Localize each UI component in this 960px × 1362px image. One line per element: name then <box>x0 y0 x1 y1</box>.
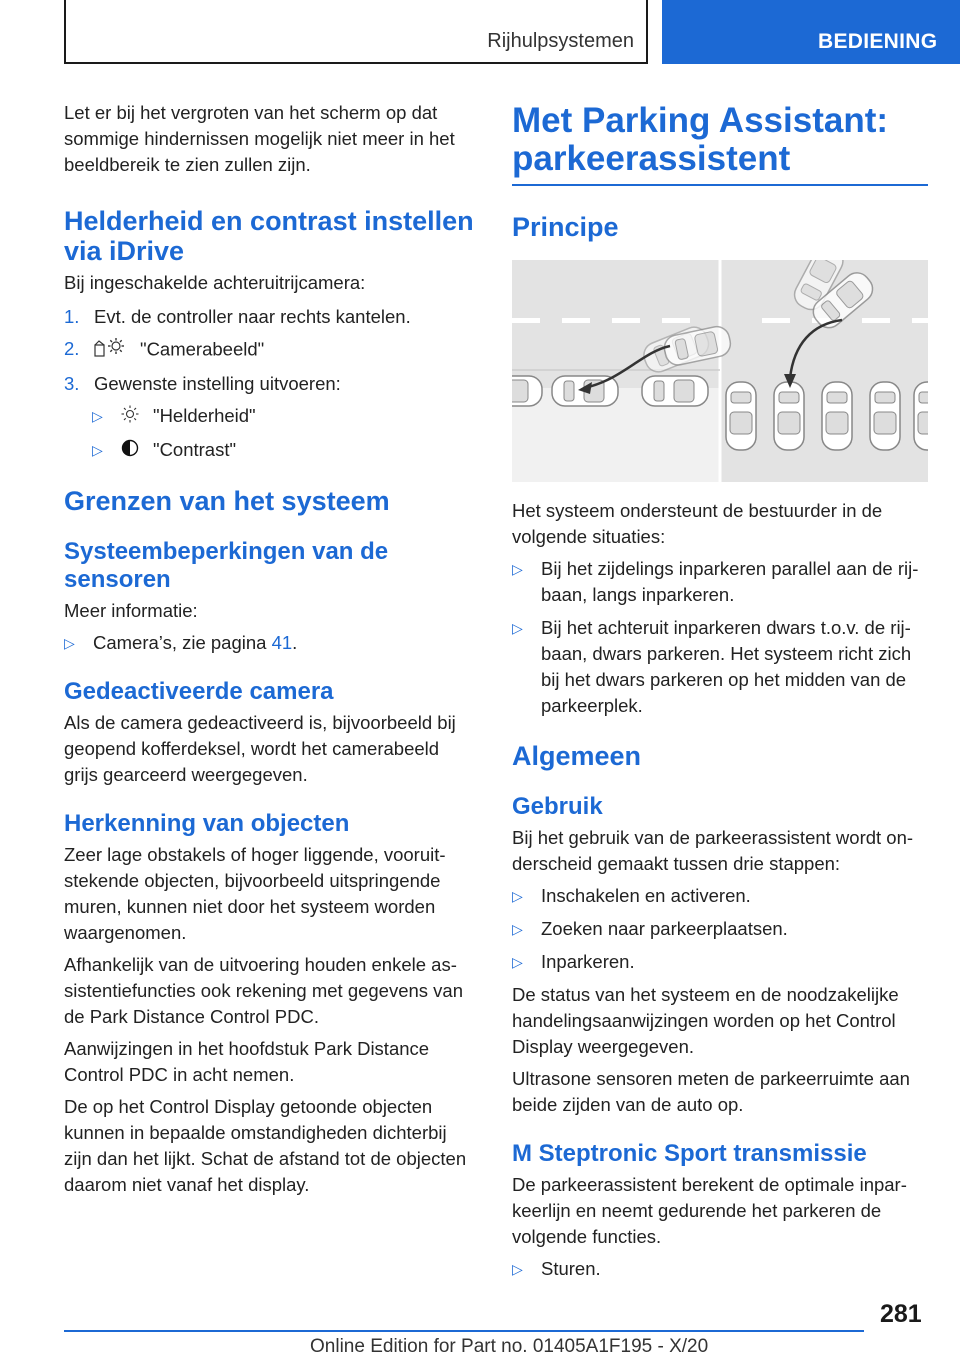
objects-paragraph-2: Afhankelijk van de uitvoering houden enkele assistentiefuncties ook rekening met gegevens van de Park Distance Control PDC. <box>64 954 464 1028</box>
use-steps-list <box>512 883 928 975</box>
heading-parking-assistant: Met Parking Assistant: parkeerassistent <box>512 102 928 186</box>
substep-item <box>92 403 478 430</box>
step-text: "Camerabeeld" <box>140 338 265 360</box>
heading-system-limits: Grenzen van het systeem <box>64 486 390 517</box>
list-item <box>512 556 928 608</box>
objects-paragraph-4: De op het Control Display getoonde objecten kunnen in bepaalde omstandigheden dichterbij zijn dan het lijkt. Schat de afstand tot de objecten daarom niet vanaf het display. <box>64 1096 467 1196</box>
right-column <box>512 102 928 1289</box>
step-number: 1. <box>64 306 80 327</box>
bullet-triangle-icon: ▷ <box>512 921 523 937</box>
substep-text: "Contrast" <box>153 439 237 461</box>
list-item-text: Zoeken naar parkeerplaatsen. <box>541 918 788 939</box>
footer-divider <box>64 1330 864 1332</box>
heading-sensor-limits: Systeembeperkingen van de sensoren <box>64 538 389 594</box>
heading-steptronic: M Steptronic Sport transmissie <box>512 1140 867 1167</box>
bullet-triangle-icon: ▷ <box>512 1261 523 1277</box>
sensor-item-text: Camera’s, zie pagina <box>93 632 272 654</box>
header-section-title: Rijhulpsystemen <box>487 30 634 52</box>
list-item-text: Bij het zijdelings inparkeren parallel aan de rijbaan, langs inparkeren. <box>541 558 919 605</box>
list-item-text: Inschakelen en activeren. <box>541 885 751 906</box>
list-item <box>512 949 928 975</box>
list-item-text: Sturen. <box>541 1258 601 1279</box>
header-chapter-title: BEDIENING <box>818 30 938 53</box>
substep-text: "Helderheid" <box>153 405 256 426</box>
list-item-text: Inparkeren. <box>541 951 635 972</box>
heading-principle: Principe <box>512 212 619 242</box>
heading-brightness-contrast: Helderheid en contrast instellen via iDrive <box>64 206 474 266</box>
use-intro: Bij het gebruik van de parkeerassistent wordt onderscheid gemaakt tussen drie stappen: <box>512 827 914 874</box>
footer-edition: Online Edition for Part no. 01405A1F195 - X/20 <box>310 1336 709 1357</box>
header-section-box <box>64 0 648 64</box>
camera-settings-icon <box>94 336 126 365</box>
step-number: 3. <box>64 373 80 394</box>
list-item <box>512 615 928 719</box>
step-item <box>64 371 478 397</box>
objects-paragraph-1: Zeer lage obstakels of hoger liggende, vooruitstekende objecten, bijvoorbeeld uitspringende muren, kunnen niet door het systeem worden waargenomen. <box>64 844 446 944</box>
principle-list <box>512 556 928 719</box>
step-number: 2. <box>64 338 80 359</box>
step-item <box>64 336 478 365</box>
use-paragraph-2: Ultrasone sensoren meten de parkeerruimte aan beide zijden van de auto op. <box>512 1068 910 1115</box>
header-chapter-tab[interactable] <box>662 0 960 64</box>
steps-list <box>64 304 478 397</box>
heading-deactivated-camera: Gedeactiveerde camera <box>64 678 334 706</box>
page-number: 281 <box>880 1300 922 1328</box>
step-item <box>64 304 478 330</box>
bullet-triangle-icon: ▷ <box>64 635 75 652</box>
bullet-triangle-icon: ▷ <box>512 620 523 636</box>
left-column <box>64 100 478 1198</box>
heading-object-detection: Herkenning van objecten <box>64 810 350 838</box>
bullet-triangle-icon: ▷ <box>92 442 103 459</box>
brightness-icon <box>121 404 139 430</box>
use-paragraph-1: De status van het systeem en de noodzakelijke handelingsaanwijzingen worden op het Control Display weergegeven. <box>512 984 899 1057</box>
brightness-intro: Bij ingeschakelde achteruitrijcamera: <box>64 272 366 293</box>
bullet-triangle-icon: ▷ <box>512 888 523 904</box>
steptronic-list <box>512 1256 928 1282</box>
step-text: Evt. de controller naar rechts kantelen. <box>94 306 411 327</box>
list-item-text: Bij het achteruit inparkeren dwars t.o.v. de rijbaan, dwars parkeren. Het systeem richt zich bij het dwars parkeren op het midden van de parkeerplek. <box>541 617 912 716</box>
heading-general: Algemeen <box>512 741 642 771</box>
contrast-icon <box>121 438 139 464</box>
deactivated-text: Als de camera gedeactiveerd is, bijvoorbeeld bij geopend kofferdeksel, wordt het camerabeeld grijs gearceerd weergegeven. <box>64 712 456 786</box>
substeps-list <box>64 403 478 464</box>
sensor-more-info: Meer informatie: <box>64 600 198 622</box>
sensor-item-end: . <box>292 632 298 654</box>
heading-use: Gebruik <box>512 793 603 820</box>
bullet-triangle-icon: ▷ <box>92 408 103 424</box>
bullet-triangle-icon: ▷ <box>512 561 523 577</box>
parking-illustration <box>512 260 928 482</box>
list-item <box>512 916 928 942</box>
objects-paragraph-3: Aanwijzingen in het hoofdstuk Park Distance Control PDC in acht nemen. <box>64 1038 430 1086</box>
bullet-triangle-icon: ▷ <box>512 954 523 970</box>
step-text: Gewenste instelling uitvoeren: <box>94 373 341 394</box>
principle-intro: Het systeem ondersteunt de bestuurder in de volgende situaties: <box>512 500 883 547</box>
list-item <box>512 1256 928 1282</box>
sensor-list <box>64 630 478 656</box>
intro-text: Let er bij het vergroten van het scherm op dat sommige hindernissen mogelijk niet meer in het beeldbereik te zien zullen zijn. <box>64 102 455 175</box>
list-item <box>512 883 928 909</box>
list-item <box>64 630 478 656</box>
steptronic-paragraph: De parkeerassistent berekent de optimale inparkeerlijn en neemt gedurende het parkeren de volgende functies. <box>512 1174 907 1247</box>
page-link[interactable]: 41 <box>271 632 293 654</box>
substep-item <box>92 437 478 464</box>
